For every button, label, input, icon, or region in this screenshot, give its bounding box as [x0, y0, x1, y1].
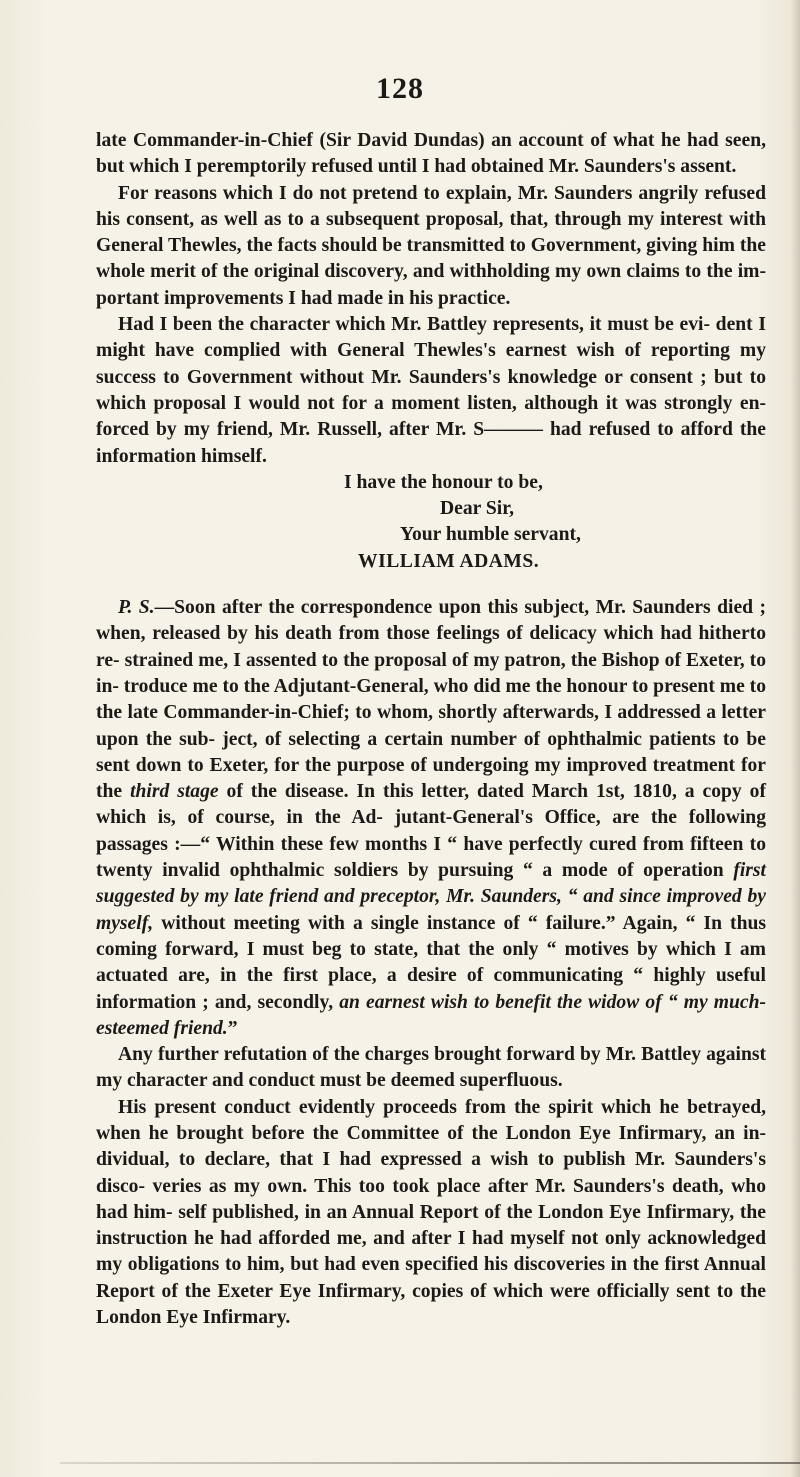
- page-bottom-edge: [60, 1462, 800, 1464]
- signature: WILLIAM ADAMS.: [358, 550, 540, 572]
- spacer: [96, 575, 766, 595]
- letter-closing: [96, 470, 766, 575]
- closing-line: I have the honour to be,: [344, 471, 543, 493]
- postscript-italic: third stage: [130, 781, 219, 803]
- postscript-label: P. S.: [118, 597, 155, 619]
- postscript-text: of the disease. In this letter, dated March 1st, 1810, a copy of which is, of course, in the Ad- jutant-General's Office, are the following passages :—“ Within these few months I “ have perfectly cured from fifteen to twenty invalid ophthalmic soldiers by pursuing “ a mode of operation: [96, 781, 766, 882]
- paragraph: Any further refutation of the charges brought forward by Mr. Battley against my character and conduct must be deemed superfluous.: [96, 1044, 766, 1092]
- postscript: [96, 595, 766, 1042]
- postscript-text: —Soon after the correspondence upon this subject, Mr. Saunders died ; when, released by his death from those feelings of delicacy which had hitherto re- strained me, I assented to the proposal of my patron, the Bishop of Exeter, to in- troduce me to the Adjutant-General, who did me the honour to present me to the late Commander-in-Chief; to whom, shortly afterwards, I addressed a letter upon the sub- ject, of selecting a certain number of ophthalmic patients to be sent down to Exeter, for the purpose of undergoing my improved treatment for the: [96, 597, 766, 803]
- postscript-text: ”: [227, 1017, 238, 1039]
- closing-salutation: Dear Sir,: [440, 498, 515, 520]
- paragraph-continuation: late Commander-in-Chief (Sir David Dundas) an account of what he had seen, but which I peremptorily refused until I had obtained Mr. Saunders's assent.: [96, 130, 766, 178]
- body-text: [96, 128, 766, 1331]
- closing-line: Your humble servant,: [400, 524, 581, 546]
- postscript-text: without meeting with a single instance of “ failure.” Again, “ In thus coming forward, I must beg to state, that the only “ motives by which I am actuated are, in the first place, a desire of communicating “ highly useful information ; and, secondly,: [96, 912, 766, 1013]
- page-edge-shadow: [790, 0, 800, 1477]
- paragraph: His present conduct evidently proceeds from the spirit which he betrayed, when he brought before the Committee of the London Eye Infirmary, an in- dividual, to declare, that I had expressed a wish to publish Mr. Saunders's disco- veries as my own. This too took place after Mr. Saunders's death, who had him- self published, in an Annual Report of the London Eye Infirmary, the instruction he had afforded me, and after I had myself not only acknowledged my obligations to him, but had even specified his discoveries in the first Annual Report of the Exeter Eye Infirmary, copies of which were officially sent to the London Eye Infirmary.: [96, 1096, 766, 1329]
- postscript-italic: first suggested by my late friend and preceptor, Mr. Saunders, “ and since improved by myself,: [96, 860, 766, 934]
- paragraph: Had I been the character which Mr. Battley represents, it must be evi- dent I might have complied with General Thewles's earnest wish of reporting my success to Government without Mr. Saunders's knowledge or consent ; but to which proposal I would not for a moment listen, although it was strongly en- forced by my friend, Mr. Russell, after Mr. S——— had refused to afford the information himself.: [96, 314, 766, 467]
- postscript-italic: an earnest wish to benefit the widow of “ my much-esteemed friend.: [96, 991, 767, 1039]
- page-number: 128: [376, 72, 424, 105]
- paragraph: For reasons which I do not pretend to explain, Mr. Saunders angrily refused his consent, as well as to a subsequent proposal, that, through my interest with General Thewles, the facts should be transmitted to Government, giving him the whole merit of the original discovery, and withholding my own claims to the im- portant improvements I had made in his practice.: [96, 182, 766, 309]
